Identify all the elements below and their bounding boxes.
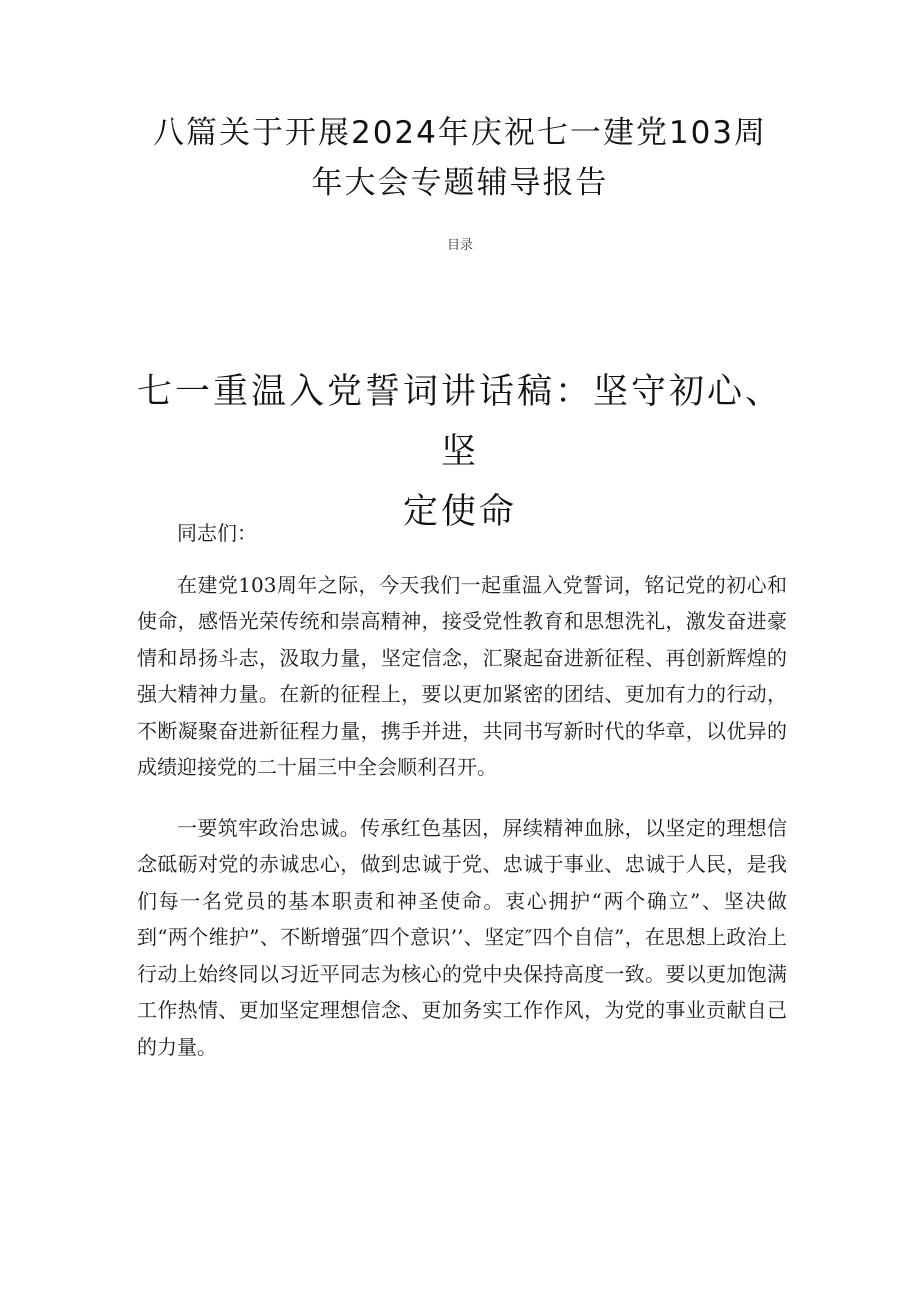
section-title-line-2: 定使命	[402, 492, 517, 532]
document-title-line-2: 年大会专题辅导报告	[311, 165, 609, 201]
section-body	[137, 515, 787, 1065]
body-paragraph: 一要筑牢政治忠诚。传承红色基因，屏续精神血脉，以坚定的理想信念砥砺对党的赤诚忠心，做到忠诚于党、忠诚于事业、忠诚于人民，是我们每一名党员的基本职责和神圣使命。衷心拥护“两个确立”、坚决做到“两个维护”、不断增强″四个意识’’、坚定″四个自信”，在思想上政治上行动上始终同以习近平同志为核心的党中央保持高度一致。要以更加饱满工作热情、更加坚定理想信念、更加务实工作作风，为党的事业贡献自己的力量。	[137, 815, 787, 1059]
section-title-line-1: 七一重温入党誓词讲话稿：坚守初心、坚	[136, 372, 783, 472]
table-of-contents-label: 目录	[446, 238, 473, 253]
body-paragraph: 在建党103周年之际，今天我们一起重温入党誓词，铭记党的初心和使命，感悟光荣传统和崇高精神，接受党性教育和思想洗礼，激发奋进豪情和昂扬斗志，汲取力量，坚定信念，汇聚起奋进新征程、再创新辉煌的强大精神力量。在新的征程上，要以更加紧密的团结、更加有力的行动，不断凝聚奋进新征程力量，携手并进，共同书写新时代的华章，以优异的成绩迎接党的二十届三中全会顺利召开。	[137, 572, 787, 779]
document-title	[0, 108, 920, 208]
document-title-line-1: 八篇关于开展2024年庆祝七一建党103周	[152, 115, 768, 151]
salutation: 同志们：	[177, 521, 257, 545]
